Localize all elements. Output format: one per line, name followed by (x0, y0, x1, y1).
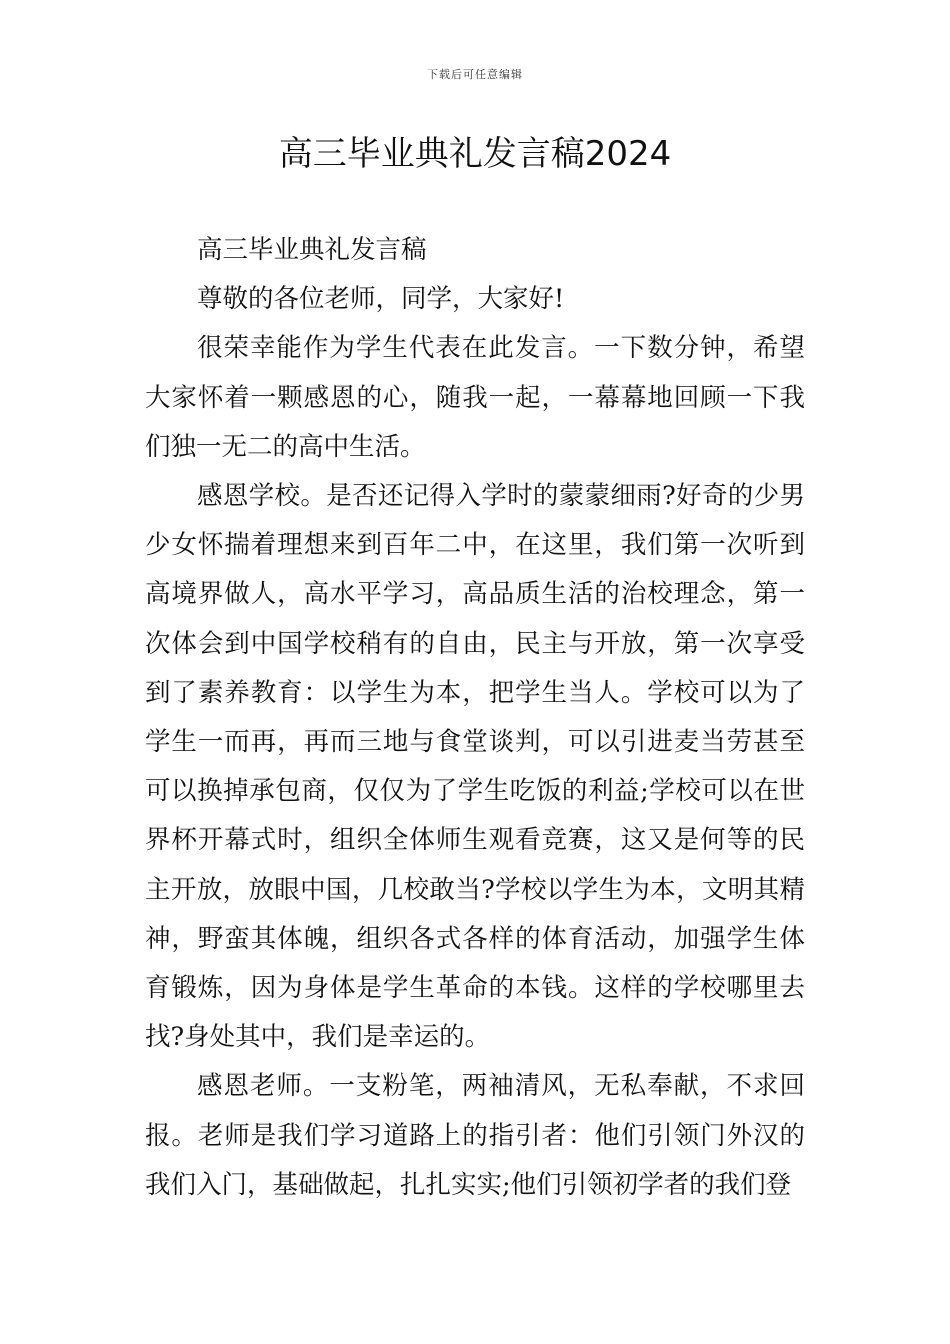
document-title: 高三毕业典礼发言稿2024 (278, 134, 672, 174)
paragraph-intro: 很荣幸能作为学生代表在此发言。一下数分钟，希望大家怀着一颗感恩的心，随我一起，一幕幕地回顾一下我们独一无二的高中生活。 (145, 333, 805, 462)
paragraph-school: 感恩学校。是否还记得入学时的蒙蒙细雨?好奇的少男少女怀揣着理想来到百年二中，在这里，我们第一次听到高境界做人，高水平学习，高品质生活的治校理念，第一次体会到中国学校稍有的自由，民主与开放，第一次享受到了素养教育：以学生为本，把学生当人。学校可以为了学生一而再，再而三地与食堂谈判，可以引进麦当劳甚至可以换掉承包商，仅仅为了学生吃饭的利益;学校可以在世界杯开幕式时，组织全体师生观看竞赛，这又是何等的民主开放，放眼中国，几校敢当?学校以学生为本，文明其精神，野蛮其体魄，组织各式各样的体育活动，加强学生体育锻炼，因为身体是学生革命的本钱。这样的学校哪里去找?身处其中，我们是幸运的。 (145, 481, 805, 1053)
paragraph-teachers: 感恩老师。一支粉笔，两袖清风，无私奉献，不求回报。老师是我们学习道路上的指引者：他们引领门外汉的我们入门，基础做起，扎扎实实;他们引领初学者的我们登 (145, 1071, 805, 1200)
paragraph-subtitle: 高三毕业典礼发言稿 (197, 235, 427, 265)
document-body (145, 226, 805, 1210)
header-note: 下载后可任意编辑 (427, 68, 523, 81)
paragraph-greeting: 尊敬的各位老师，同学，大家好! (197, 284, 565, 315)
